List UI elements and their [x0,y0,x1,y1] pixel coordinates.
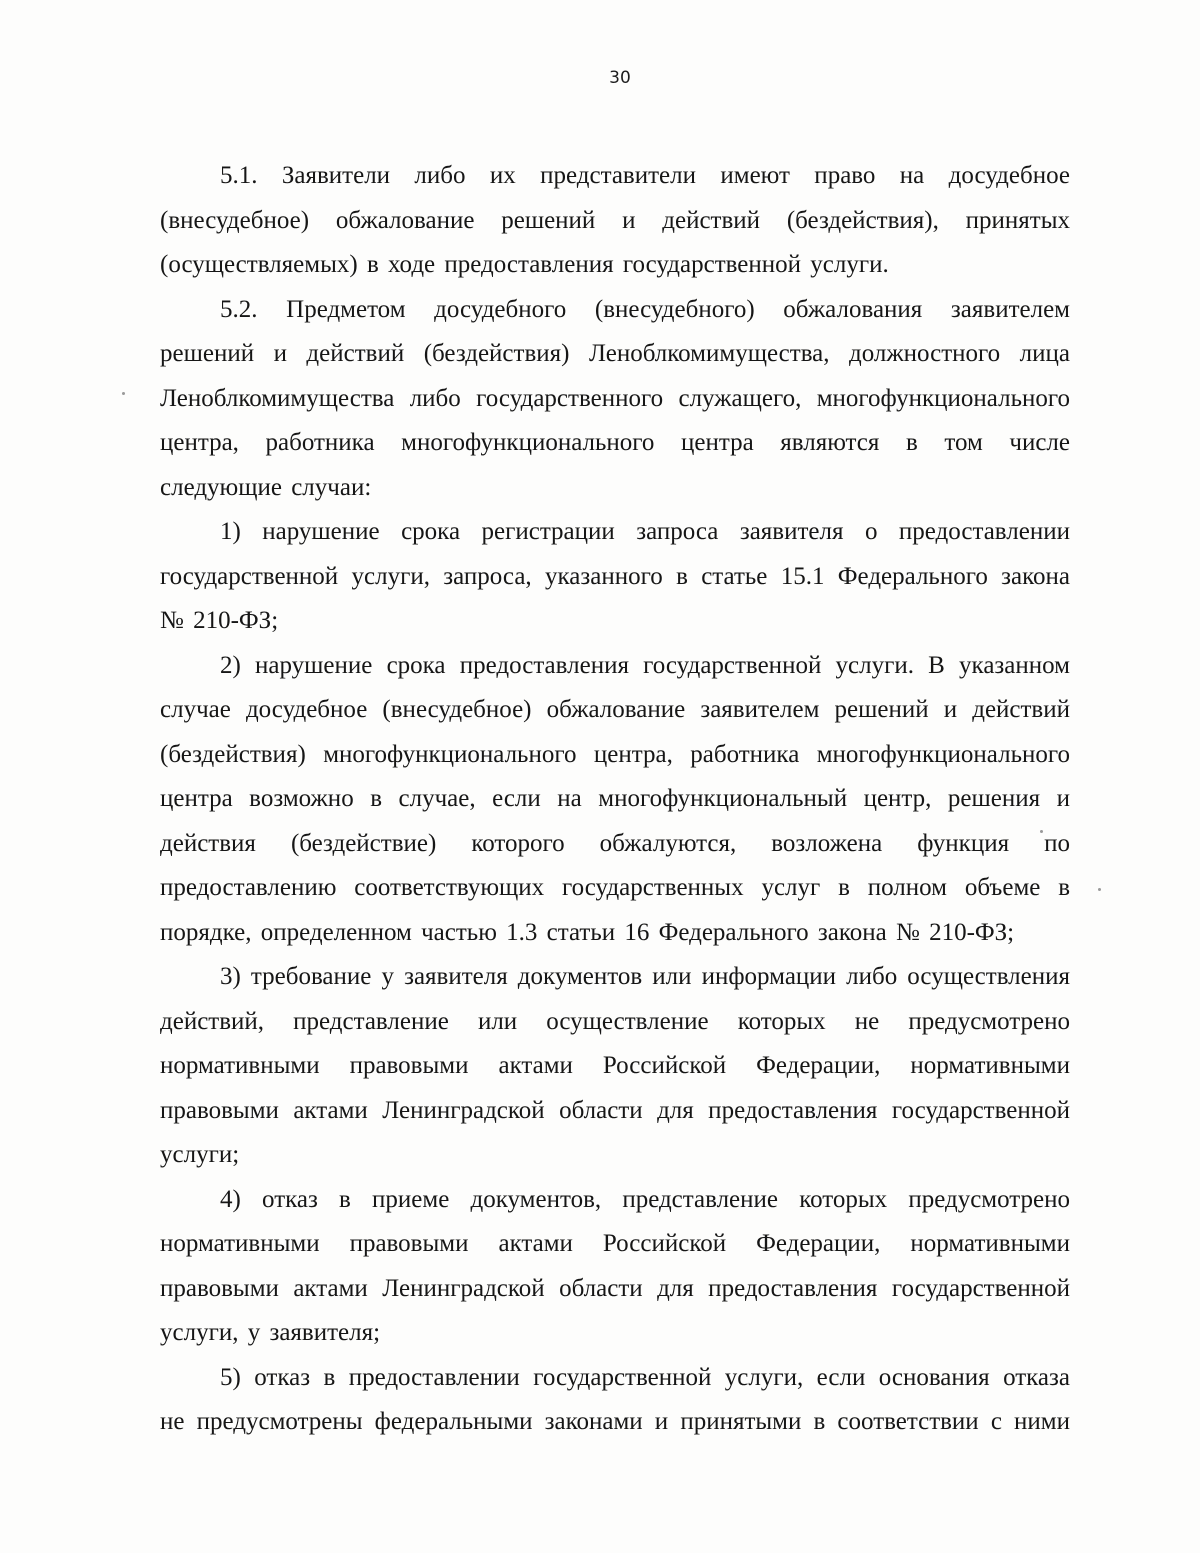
paragraph-5-1: 5.1. Заявители либо их представители имеют право на досудебное (внесудебное) обжалование решений и действий (бездействия), принятых (осуществляемых) в ходе предоставления государственной услуги. [160,162,1070,278]
scan-speck [1098,888,1101,891]
list-item-5: 5) отказ в предоставлении государственной услуги, если основания отказа не предусмотрены федеральными законами и принятыми в соответствии с ними [160,1363,1070,1435]
list-item-2: 2) нарушение срока предоставления государственной услуги. В указанном случае досудебное (внесудебное) обжалование заявителем решений и действий (бездействия) многофункционального центра, работника многофункционального центра возможно в случае, если на многофункциональный центр, решения и действия (бездействие) которого обжалуются, возложена функция по предоставлению соответствующих государственных услуг в полном объеме в порядке, определенном частью 1.3 статьи 16 Федерального закона № 210-ФЗ; [160,651,1070,946]
scan-speck [122,392,125,395]
paragraph-5-2: 5.2. Предметом досудебного (внесудебного) обжалования заявителем решений и действий (бездействия) Леноблкомимущества, должностного лица Леноблкомимущества либо государственного служащего, многофункционального центра, работника многофункционального центра являются в том числе следующие случаи: [160,295,1070,501]
list-item-1: 1) нарушение срока регистрации запроса заявителя о предоставлении государственной услуги, запроса, указанного в статье 15.1 Федерального закона № 210-ФЗ; [160,518,1070,634]
document-body [160,154,1070,1445]
list-item-4: 4) отказ в приеме документов, представление которых предусмотрено нормативными правовыми актами Российской Федерации, нормативными правовыми актами Ленинградской области для предоставления государственной услуги, у заявителя; [160,1185,1070,1346]
list-item-3: 3) требование у заявителя документов или информации либо осуществления действий, представление или осуществление которых не предусмотрено нормативными правовыми актами Российской Федерации, нормативными правовыми актами Ленинградской области для предоставления государственной услуги; [160,963,1070,1168]
page-number: 30 [609,68,631,88]
